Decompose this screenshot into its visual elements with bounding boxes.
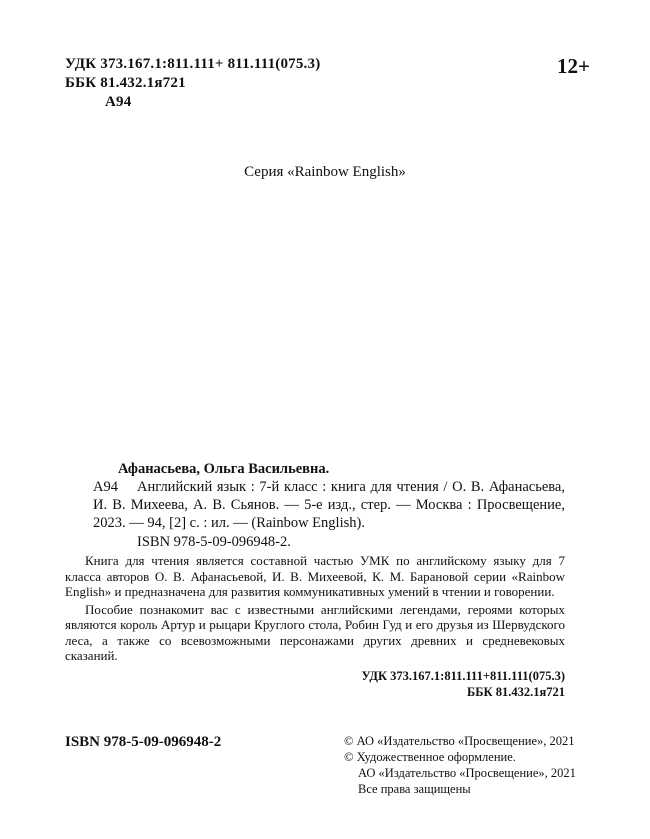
bbk-code-small: ББК 81.432.1я721 bbox=[467, 684, 565, 699]
catalog-entry-wrap bbox=[93, 478, 565, 532]
copyright-line-2: © Художественное оформление. bbox=[344, 750, 516, 764]
age-rating-badge: 12+ bbox=[557, 54, 590, 78]
udk-code: УДК 373.167.1:811.111+ 811.111(075.3) bbox=[65, 56, 321, 72]
bbk-code: ББК 81.432.1я721 bbox=[65, 75, 186, 91]
series-title: Серия «Rainbow English» bbox=[244, 164, 406, 180]
author-sign-code: А94 bbox=[105, 94, 132, 110]
copyright-line-1: © АО «Издательство «Просвещение», 2021 bbox=[344, 734, 575, 748]
author-name: Афанасьева, Ольга Васильевна. bbox=[118, 461, 330, 477]
copyright-line-4: Все права защищены bbox=[358, 782, 471, 796]
isbn-entry: ISBN 978-5-09-096948-2. bbox=[137, 534, 291, 550]
footer-row bbox=[65, 733, 590, 797]
annotation-paragraph-1: Книга для чтения является составной частью УМК по английскому языку для 7 класса авторов О. В. Афанасьевой, И. В. Михеевой, К. М. Барановой серии «Rainbow English» и предназначена для развития коммуникативных умений в чтении и говорении. bbox=[65, 553, 565, 599]
margin-author-code: А94 bbox=[93, 479, 118, 495]
copyright-line-3: АО «Издательство «Просвещение», 2021 bbox=[358, 766, 576, 780]
udk-code-small: УДК 373.167.1:811.111+811.111(075.3) bbox=[361, 668, 565, 683]
classification-codes bbox=[65, 55, 320, 112]
bibliographic-entry: Английский язык : 7-й класс : книга для чтения / О. В. Афанасьева, И. В. Михеева, А. В. Сьянов. — 5-е изд., стер. — Москва : Просвещение, 2023. — 94, [2] с. : ил. — (Rainbow English). bbox=[93, 479, 565, 531]
header-codes-row bbox=[65, 55, 590, 112]
classification-codes-right bbox=[65, 668, 565, 700]
copyright-block bbox=[344, 733, 590, 797]
annotation-paragraph-2: Пособие познакомит вас с известными английскими легендами, героями которых являются король Артур и рыцари Круглого стола, Робин Гуд и его друзья из Шервудского леса, а также со всевозможными персонажами других древних и средневековых сказаний. bbox=[65, 601, 565, 663]
bibliographic-block bbox=[65, 460, 565, 700]
footer-isbn: ISBN 978-5-09-096948-2 bbox=[65, 734, 222, 750]
